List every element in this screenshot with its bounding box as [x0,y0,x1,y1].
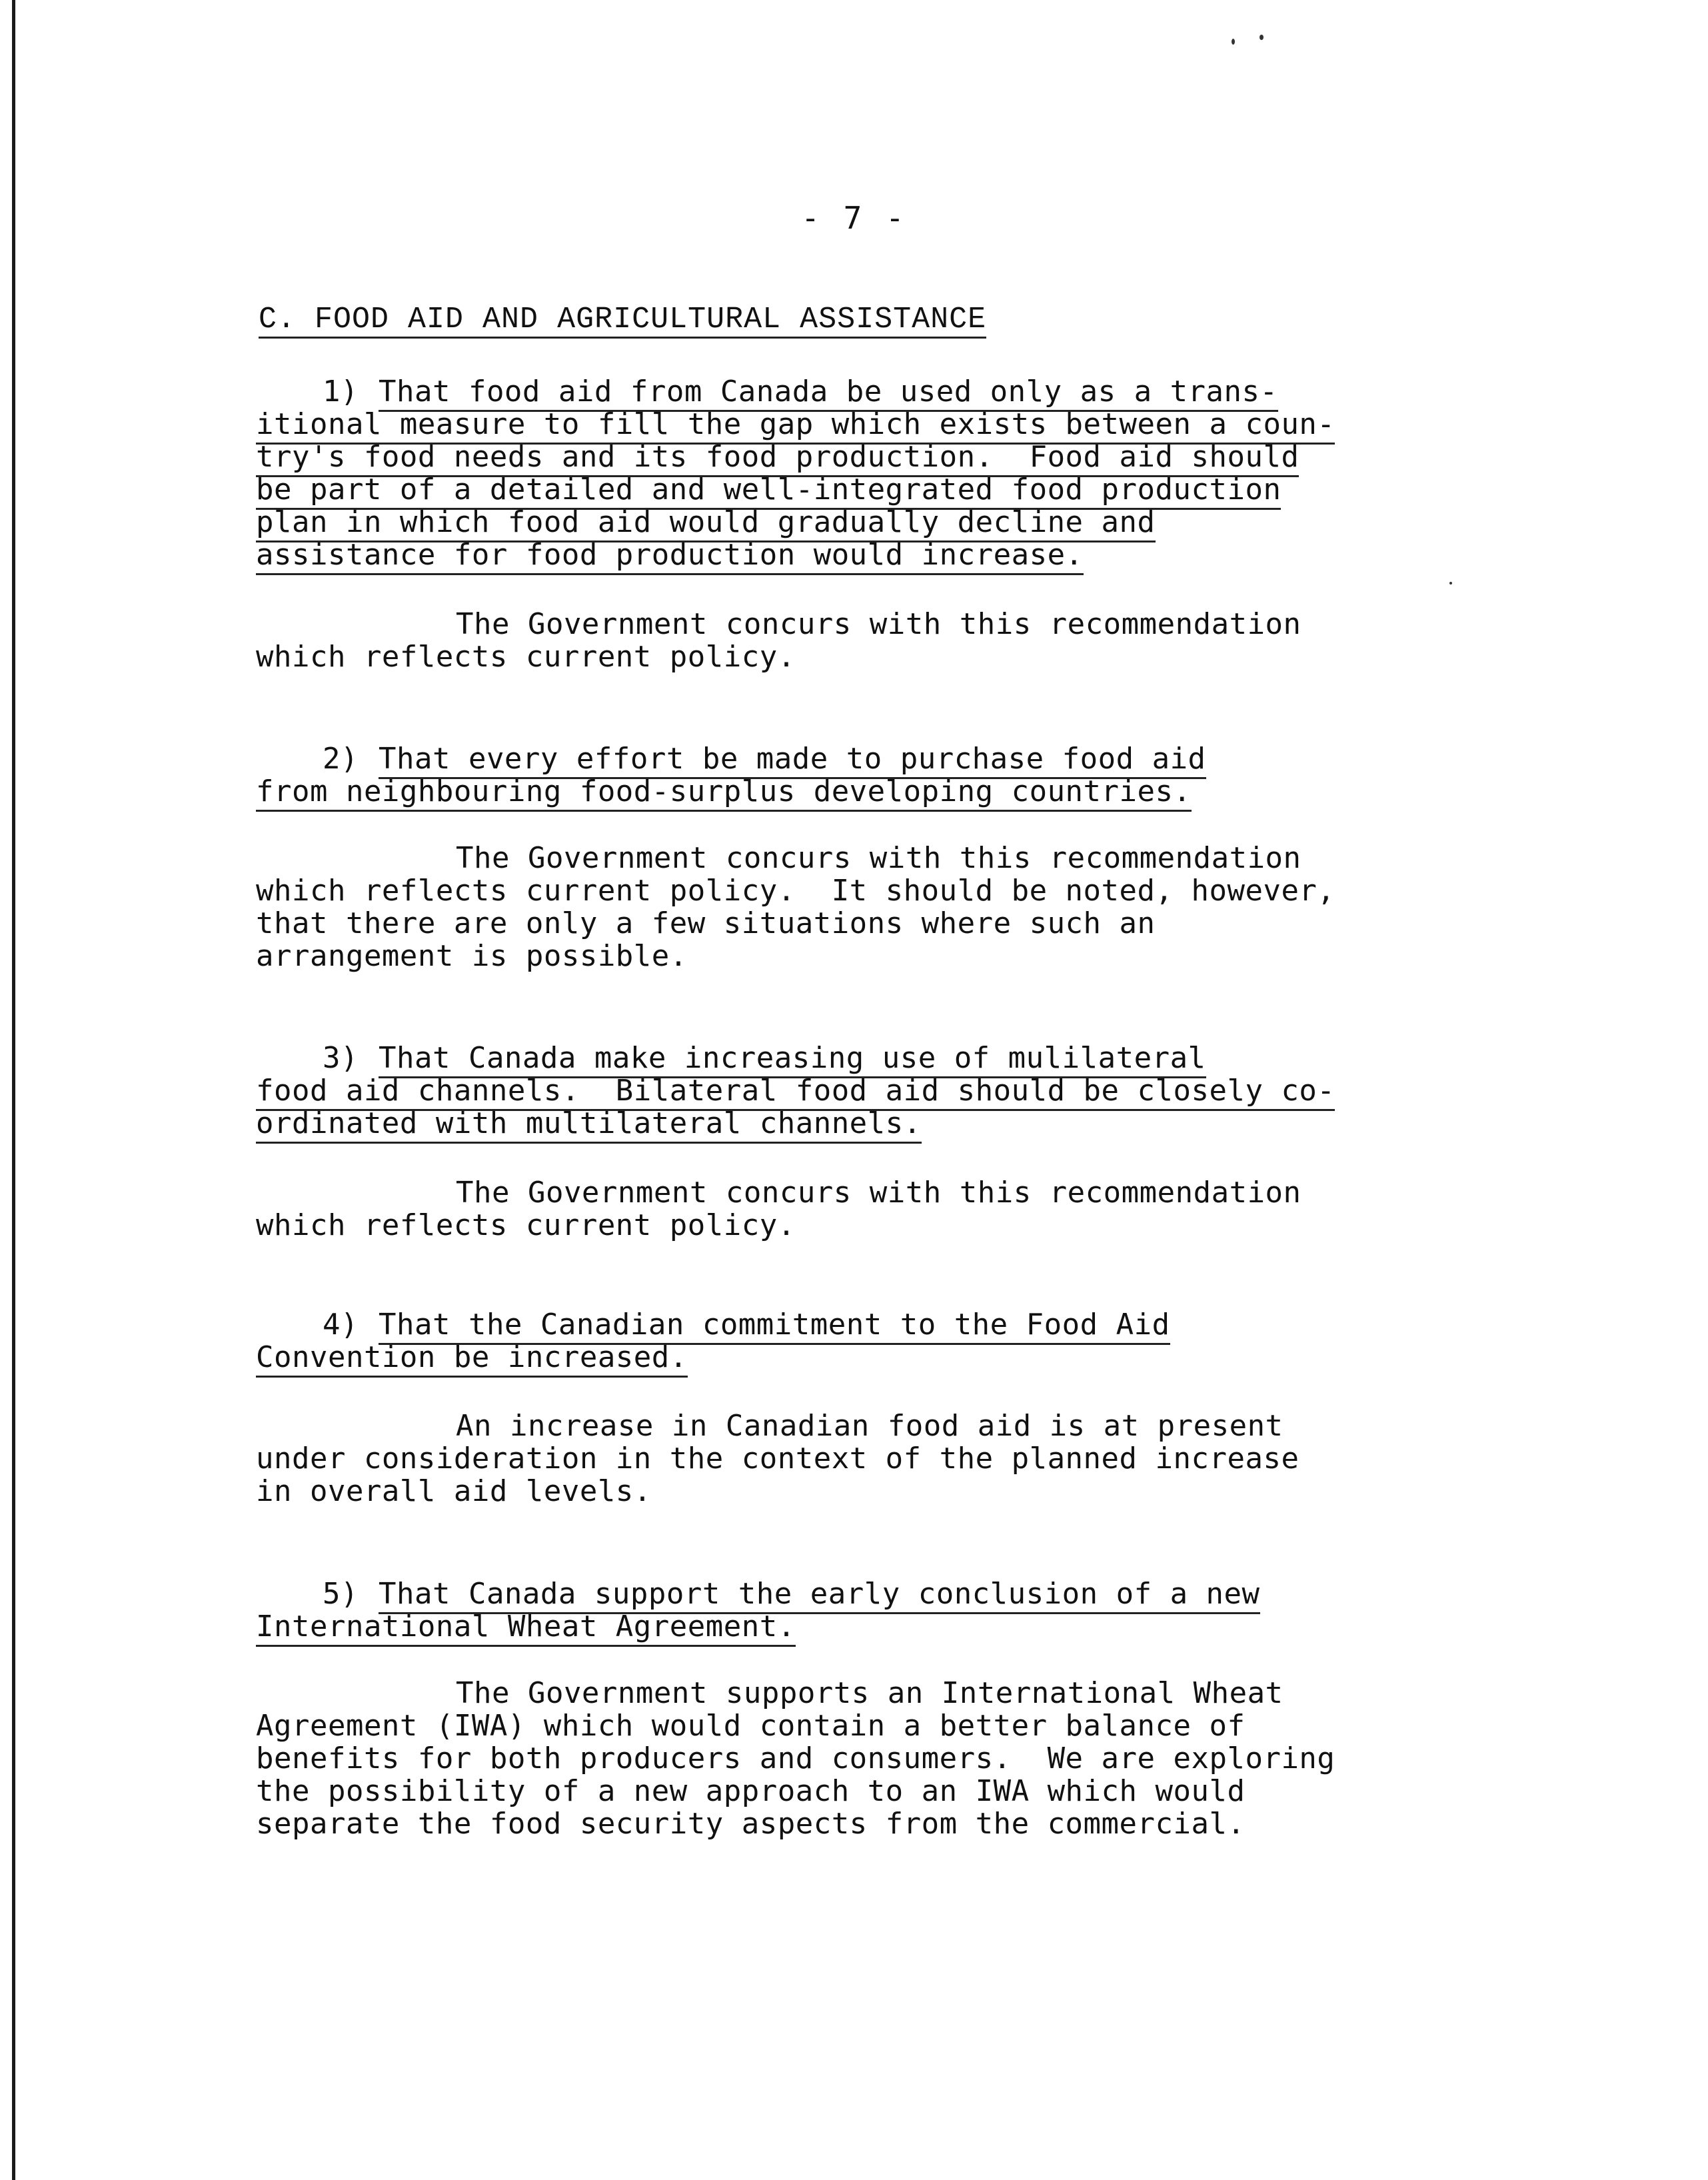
recommendation-text: That Canada support the early conclusion of a new [379,1577,1260,1614]
response-5 [256,1677,1469,1840]
response-text: in overall aid levels. [256,1474,652,1508]
response-text: benefits for both producers and consumers. We are exploring [256,1741,1335,1775]
recommendation-line [256,1107,1469,1140]
recommendation-text: That every effort be made to purchase food aid [379,742,1206,779]
recommendation-number: 3) [323,1041,359,1075]
recommendation-text: International Wheat Agreement. [256,1610,796,1647]
recommendation-number: 4) [323,1308,359,1342]
response-text: The Government concurs with this recommendation [456,841,1301,875]
recommendation-number: 1) [323,375,359,409]
response-text: The Government concurs with this recommendation [456,1176,1301,1210]
recommendation-line [256,1308,1469,1341]
recommendation-text: itional measure to fill the gap which exists between a coun- [256,407,1335,445]
scan-speck [1232,39,1235,45]
response-1 [256,608,1469,673]
recommendation-text: try's food needs and its food production. Food aid should [256,440,1299,477]
recommendation-line [256,1578,1469,1610]
recommendation-line [256,742,1469,775]
recommendation-line [256,408,1469,441]
recommendation-line [256,539,1469,571]
recommendation-text: ordinated with multilateral channels. [256,1106,922,1144]
recommendation-text: Convention be increased. [256,1340,688,1378]
recommendation-text: from neighbouring food-surplus developing countries. [256,774,1192,812]
response-text: The Government supports an International Wheat [456,1676,1283,1710]
response-text: arrangement is possible. [256,939,688,973]
recommendation-1 [256,375,1469,571]
recommendation-line [256,1341,1469,1374]
response-line [256,1176,1469,1209]
recommendation-line [256,473,1469,506]
response-3 [256,1176,1469,1242]
response-text: which reflects current policy. [256,640,796,674]
response-text: which reflects current policy. [256,1208,796,1242]
recommendation-text: assistance for food production would increase. [256,538,1084,575]
response-text: that there are only a few situations where such an [256,906,1156,940]
page-binding-edge [12,0,15,2180]
recommendation-text: That Canada make increasing use of mulilateral [379,1041,1206,1078]
response-text: separate the food security aspects from the commercial. [256,1807,1246,1841]
recommendation-text: That the Canadian commitment to the Food Aid [379,1308,1170,1345]
response-line [256,1410,1469,1442]
recommendation-number: 2) [323,742,359,776]
recommendation-text: That food aid from Canada be used only as a trans- [379,375,1278,412]
recommendation-text: plan in which food aid would gradually decline and [256,505,1156,543]
recommendation-line [256,1042,1469,1074]
page-number: - 7 - [801,200,907,236]
section-heading: C. FOOD AID AND AGRICULTURAL ASSISTANCE [259,303,986,339]
recommendation-text: food aid channels. Bilateral food aid should be closely co- [256,1074,1335,1111]
recommendation-number: 5) [323,1577,359,1611]
recommendation-line [256,1610,1469,1643]
response-line [256,842,1469,874]
recommendation-line [256,1074,1469,1107]
recommendation-line [256,775,1469,808]
recommendation-text: be part of a detailed and well-integrated food production [256,473,1281,510]
response-text: The Government concurs with this recommendation [456,607,1301,641]
response-text: An increase in Canadian food aid is at present [456,1409,1283,1443]
response-4 [256,1410,1469,1508]
recommendation-3 [256,1042,1469,1140]
response-line [256,608,1469,640]
recommendation-5 [256,1578,1469,1643]
response-text: Agreement (IWA) which would contain a better balance of [256,1709,1246,1743]
recommendation-line [256,375,1469,408]
response-text: which reflects current policy. It should be noted, however, [256,874,1335,908]
recommendation-4 [256,1308,1469,1374]
recommendation-line [256,441,1469,473]
response-text: the possibility of a new approach to an IWA which would [256,1774,1246,1808]
recommendation-2 [256,742,1469,808]
response-2 [256,842,1469,972]
response-text: under consideration in the context of the planned increase [256,1442,1299,1476]
response-line [256,1677,1469,1709]
scan-speck [1260,35,1264,40]
scan-speck [1449,582,1452,584]
recommendation-line [256,506,1469,539]
